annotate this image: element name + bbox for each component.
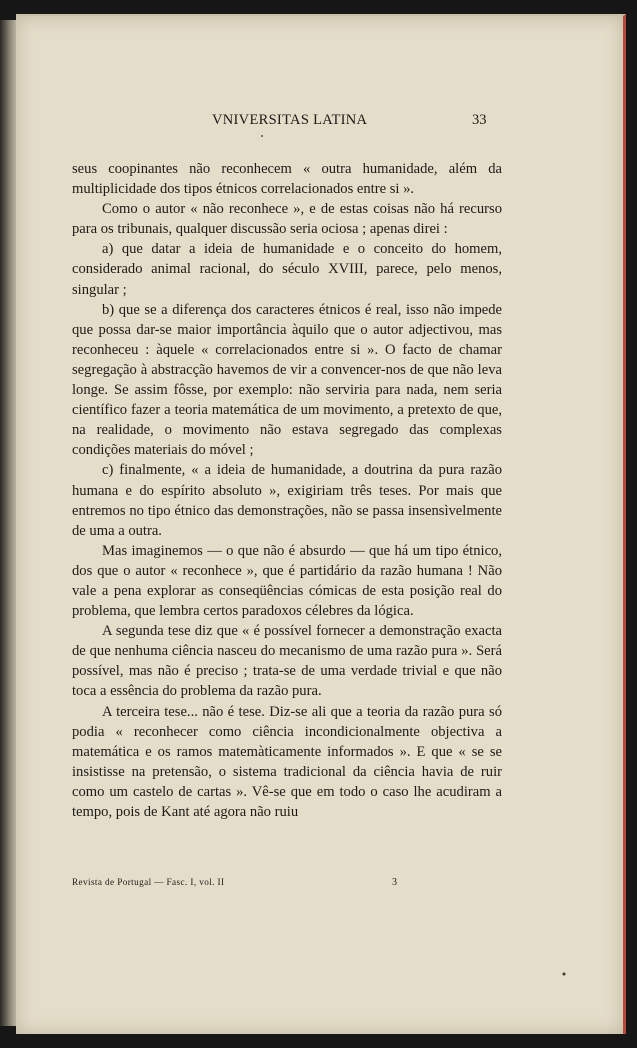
- paragraph: Mas imaginemos — o que não é absurdo — que há um tipo étnico, dos que o autor « reconhece », que é partidário da razão humana ! Não vale a pena explorar as conseqüências cómicas de esta posição real do problema, que lembra certos paradoxos célebres da lógica.: [72, 542, 502, 620]
- signature-mark: 3: [392, 877, 397, 888]
- page-number: 33: [472, 112, 487, 128]
- page-footer: [16, 877, 623, 893]
- paragraph: Como o autor « não reconhece », e de estas coisas não há recurso para os tribunais, qualquer discussão seria ociosa ; apenas direi :: [72, 201, 502, 238]
- paragraph: A terceira tese... não é tese. Diz-se ali que a teoria da razão pura só podia « reconhecer como ciência incondicionalmente objectiva a matemática e os ramos matemàticamente informados ». E que « se se insistisse na pretensão, o sistema tradicional da ciência havia de ruir como um castelo de cartas ». Vê-se que em todo o caso lhe acudiram a tempo, pois de Kant até agora não ruiu: [72, 703, 502, 820]
- running-title: VNIVERSITAS LATINA: [212, 112, 368, 128]
- paragraph: seus coopinantes não reconhecem « outra humanidade, além da multiplicidade dos tipos étnicos correlacionados entre si ».: [72, 161, 502, 198]
- paragraph: A segunda tese diz que « é possível fornecer a demonstração exacta de que nenhuma ciência nasceu do mecanismo de uma razão pura ». Será possível, mas não é preciso ; trata-se de uma verdade trivial e que não toca a essência do problema da razão pura.: [72, 623, 502, 700]
- list-item-b: b) que se a diferença dos caracteres étnicos é real, isso não impede que possa dar-se maior importância àquilo que o autor adjectivou, mas reconheceu : àquele « correlacionados entre si ». O facto de chamar segregação à abstracção havemos de vir a convencer-nos de que não leva longe. Se assim fôsse, por exemplo: não serviria para nada, nem seria científico fazer a teoria matemática de um movimento, a pretexto de que, na realidade, o movimento não estava segregado das complexas condições materiais do móvel ;: [72, 301, 502, 459]
- body-text: [72, 159, 502, 822]
- list-item-a: a) que datar a ideia de humanidade e o conceito do homem, considerado animal racional, do século XVIII, parece, pelo menos, singular ;: [72, 241, 502, 298]
- running-header: [16, 112, 623, 132]
- list-item-c: c) finalmente, « a ideia de humanidade, a doutrina da pura razão humana e do espírito absoluto », exigiriam três teses. Por mais que entremos no tipo étnico das demonstrações, não se passa insensìvelmente de uma a outra.: [72, 462, 502, 539]
- book-page: [16, 14, 626, 1034]
- footer-source: Revista de Portugal — Fasc. I, vol. II: [72, 877, 225, 887]
